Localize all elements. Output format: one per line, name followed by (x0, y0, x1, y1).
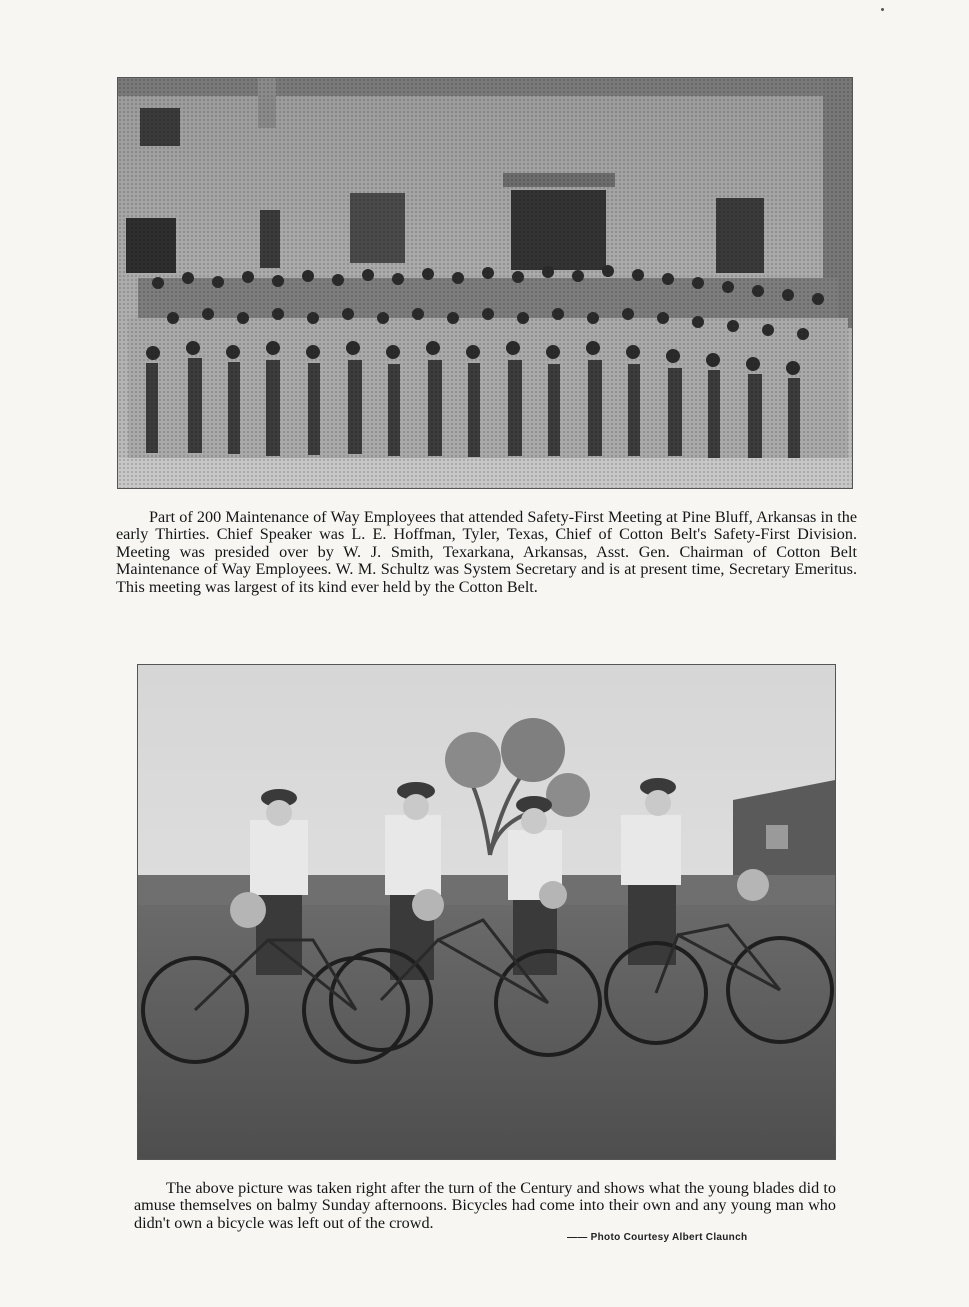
meeting-photo-image (118, 78, 852, 488)
meeting-caption-text: Part of 200 Maintenance of Way Employees that attended Safety-First Meeting at Pine Bluff, Arkansas in the early Thirties. Chief Speaker was L. E. Hoffman, Tyler, Texas, Chief of Cotton Belt's Safety-First Division. Meeting was presided over by W. J. Smith, Texarkana, Arkansas, Asst. Gen. Chairman of Cotton Belt Maintenance of Way Employees. W. M. Schultz was System Secretary and is at present time, Secretary Emeritus. This meeting was largest of its kind ever held by the Cotton Belt. (116, 508, 857, 596)
bicycle-caption-text: The above picture was taken right after the turn of the Century and shows what the young blades did to amuse themselves on balmy Sunday afternoons. Bicycles had come into their own and any young man who didn't own a bicycle was left out of the crowd. (134, 1179, 836, 1232)
bicycle-photo-image (138, 665, 835, 1159)
bicycle-photo (137, 664, 836, 1160)
bicycle-caption (134, 1180, 836, 1232)
meeting-caption (116, 509, 857, 596)
photo-credit: —— Photo Courtesy Albert Claunch (567, 1232, 748, 1243)
meeting-photo (117, 77, 853, 489)
page-speck (881, 8, 884, 11)
